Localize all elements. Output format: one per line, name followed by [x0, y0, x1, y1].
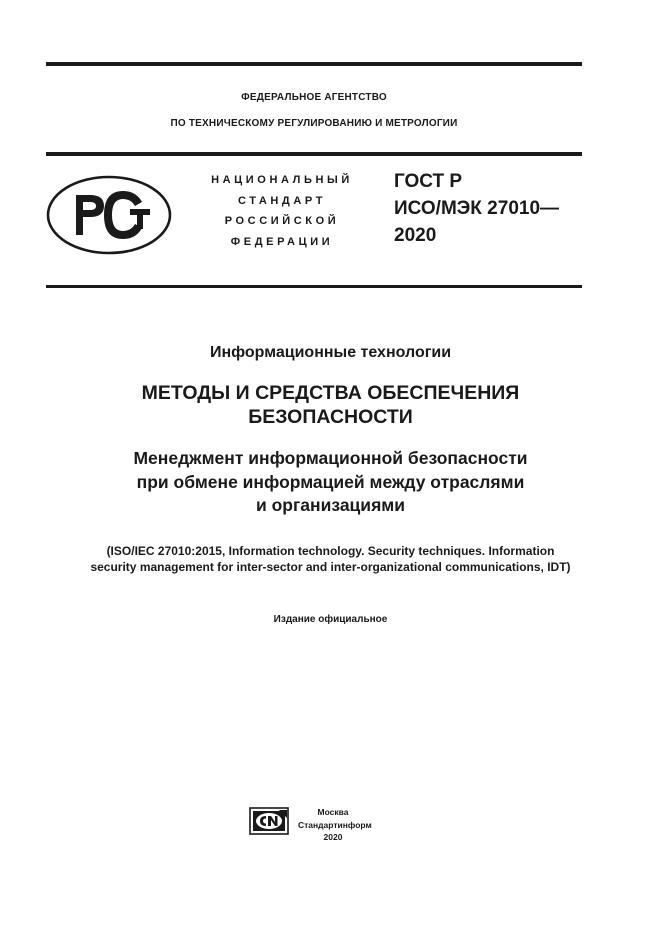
- agency-line-1: ФЕДЕРАЛЬНОЕ АГЕНТСТВО: [241, 92, 387, 103]
- publisher-city: Москва: [317, 807, 349, 817]
- methods-line-1: МЕТОДЫ И СРЕДСТВА ОБЕСПЕЧЕНИЯ: [141, 382, 520, 404]
- top-rule: [46, 62, 582, 66]
- publisher-name: Стандартинформ: [298, 819, 372, 830]
- national-line-2: СТАНДАРТ: [237, 194, 327, 207]
- title-info-technology: Информационные технологии: [209, 344, 452, 361]
- rst-conformity-mark-icon: [46, 175, 172, 255]
- title-methods: [0, 381, 661, 429]
- national-line-1: НАЦИОНАЛЬНЫЙ: [211, 174, 353, 186]
- national-line-4: ФЕДЕРАЦИИ: [230, 235, 334, 248]
- middle-rule: [46, 152, 582, 156]
- publisher-info: [298, 806, 372, 844]
- agency-line-2: ПО ТЕХНИЧЕСКОМУ РЕГУЛИРОВАНИЮ И МЕТРОЛОГИИ: [170, 118, 458, 129]
- management-line-3: и организациями: [256, 495, 405, 515]
- iso-reference: [0, 543, 661, 575]
- iso-ref-line-2: security management for inter-sector and inter-organizational communications, IDT): [90, 560, 571, 574]
- management-line-2: при обмене информацией между отраслями: [136, 471, 525, 492]
- publisher-year: 2020: [323, 832, 343, 842]
- standartinform-logo-icon: [249, 807, 289, 835]
- management-line-1: Менеджмент информационной безопасности: [133, 448, 528, 468]
- iso-ref-line-1: (ISO/IEC 27010:2015, Information technology. Security techniques. Information: [106, 544, 555, 558]
- standard-designation: [394, 168, 582, 249]
- title-management: [0, 447, 661, 518]
- designation-line-3: 2020: [394, 225, 437, 246]
- national-standard-label: [192, 170, 372, 252]
- lower-rule: [46, 285, 582, 288]
- methods-line-2: БЕЗОПАСНОСТИ: [248, 406, 413, 428]
- designation-line-2: ИСО/МЭК 27010—: [394, 198, 560, 219]
- national-line-3: РОССИЙСКОЙ: [224, 215, 340, 228]
- designation-line-1: ГОСТ Р: [394, 171, 463, 192]
- edition-label: Издание официальное: [273, 614, 388, 625]
